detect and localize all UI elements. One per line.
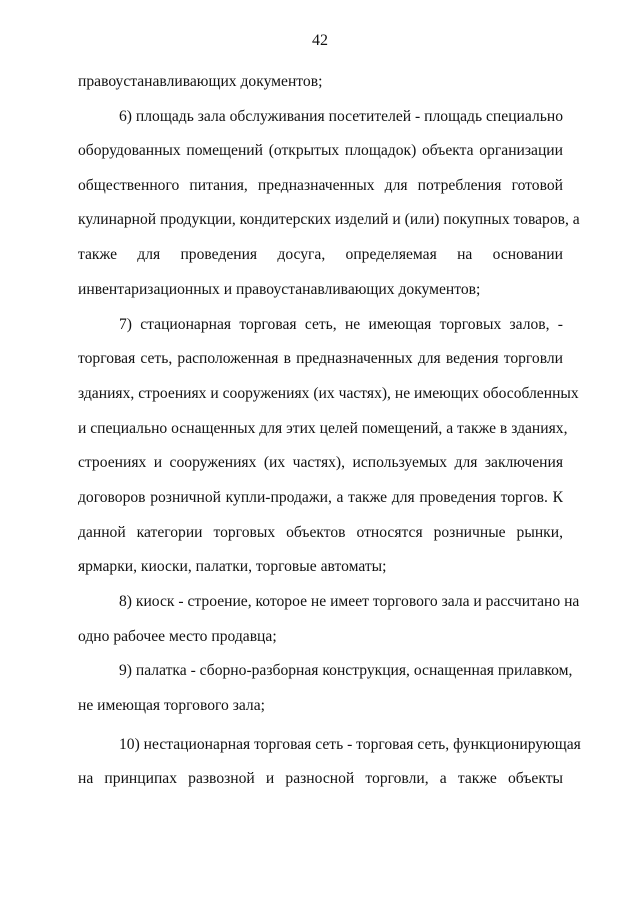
text-line: 9) палатка - сборно-разборная конструкция, оснащенная прилавком,	[119, 662, 573, 679]
text-line: оборудованных помещений (открытых площадок) объекта организации	[78, 142, 563, 159]
text-line: правоустанавливающих документов;	[78, 73, 323, 90]
text-line: зданиях, строениях и сооружениях (их частях), не имеющих обособленных	[78, 385, 579, 402]
text-line: торговая сеть, расположенная в предназначенных для ведения торговли	[78, 350, 563, 367]
text-line: 10) нестационарная торговая сеть - торговая сеть, функционирующая	[119, 736, 581, 753]
text-line: также для проведения досуга, определяемая на основании	[78, 246, 563, 263]
page-number: 42	[312, 32, 328, 49]
text-line: строениях и сооружениях (их частях), используемых для заключения	[78, 454, 563, 471]
text-line: инвентаризационных и правоустанавливающих документов;	[78, 281, 481, 298]
text-line: не имеющая торгового зала;	[78, 697, 265, 714]
text-line: данной категории торговых объектов относятся розничные рынки,	[78, 524, 563, 541]
text-line: 7) стационарная торговая сеть, не имеющая торговых залов, -	[119, 316, 563, 333]
text-line: договоров розничной купли-продажи, а также для проведения торгов. К	[78, 489, 563, 506]
text-line: на принципах развозной и разносной торговли, а также объекты	[78, 770, 563, 787]
text-line: кулинарной продукции, кондитерских изделий и (или) покупных товаров, а	[78, 211, 580, 228]
text-line: ярмарки, киоски, палатки, торговые автоматы;	[78, 558, 387, 575]
text-line: общественного питания, предназначенных для потребления готовой	[78, 177, 563, 194]
text-line: и специально оснащенных для этих целей помещений, а также в зданиях,	[78, 420, 568, 437]
text-line: 8) киоск - строение, которое не имеет торгового зала и рассчитано на	[119, 593, 580, 610]
text-line: 6) площадь зала обслуживания посетителей - площадь специально	[119, 108, 563, 125]
text-line: одно рабочее место продавца;	[78, 628, 277, 645]
